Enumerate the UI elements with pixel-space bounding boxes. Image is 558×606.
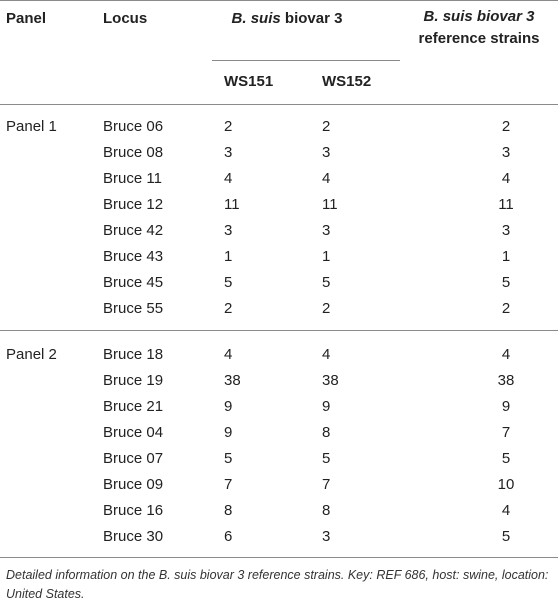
table-cell-ws152: 38 <box>322 372 339 389</box>
table-cell-ref: 7 <box>501 424 511 441</box>
table-cell-ws152: 5 <box>322 450 331 467</box>
header-group-rest: biovar 3 <box>280 10 343 27</box>
table-cell-locus: Bruce 45 <box>103 274 164 291</box>
table-cell-ref: 11 <box>498 196 514 213</box>
table-cell-ws151: 7 <box>224 476 233 493</box>
table-cell-ref: 3 <box>501 222 511 239</box>
header-ws151: WS151 <box>224 73 274 90</box>
table-cell-ws151: 2 <box>224 300 233 317</box>
header-ws152: WS152 <box>322 73 372 90</box>
table-cell-ws151: 5 <box>224 450 233 467</box>
table-cell-ws151: 2 <box>224 118 233 135</box>
header-ref-rest: biovar 3 <box>472 8 535 25</box>
table-cell-ws151: 3 <box>224 222 233 239</box>
table-cell-ws151: 3 <box>224 144 233 161</box>
header-ref-italic: B. suis <box>423 8 473 25</box>
table-cell-ref: 2 <box>501 300 511 317</box>
table-cell-ws152: 4 <box>322 170 331 187</box>
table-cell-locus: Bruce 21 <box>103 398 164 415</box>
table-cell-ws151: 5 <box>224 274 233 291</box>
table-cell-locus: Bruce 04 <box>103 424 164 441</box>
table-cell-ws151: 11 <box>224 196 240 213</box>
table-cell-locus: Bruce 18 <box>103 346 164 363</box>
header-panel: Panel <box>6 10 47 27</box>
table-cell-ws151: 1 <box>224 248 233 265</box>
table-cell-ref: 38 <box>497 372 515 389</box>
table-cell-locus: Bruce 42 <box>103 222 164 239</box>
table-cell-ws151: 9 <box>224 424 233 441</box>
table-cell-locus: Bruce 30 <box>103 528 164 545</box>
header-bottom-rule <box>0 104 558 105</box>
table-cell-ref: 4 <box>501 170 511 187</box>
table-cell-ref: 1 <box>501 248 511 265</box>
header-group-bsuis <box>222 10 352 28</box>
table-cell-ws152: 2 <box>322 118 331 135</box>
table-cell-ws152: 8 <box>322 424 331 441</box>
table-cell-ref: 10 <box>497 476 515 493</box>
table-cell-ws152: 8 <box>322 502 331 519</box>
table-cell-ws152: 4 <box>322 346 331 363</box>
table-cell-ws151: 8 <box>224 502 233 519</box>
table-cell-ws152: 11 <box>322 196 338 213</box>
table-cell-ws151: 6 <box>224 528 233 545</box>
table-cell-ws152: 5 <box>322 274 331 291</box>
header-ref-line2: reference strains <box>418 30 540 47</box>
table-cell-ws151: 38 <box>224 372 241 389</box>
table-cell-locus: Bruce 12 <box>103 196 164 213</box>
table-cell-locus: Bruce 07 <box>103 450 164 467</box>
table-cell-ws152: 2 <box>322 300 331 317</box>
table-cell-ref: 2 <box>501 118 511 135</box>
table-cell-locus: Bruce 09 <box>103 476 164 493</box>
header-locus: Locus <box>103 10 148 27</box>
header-group-rule <box>212 60 400 61</box>
table-cell-ref: 9 <box>501 398 511 415</box>
table-footnote: Detailed information on the B. suis biovar 3 reference strains. Key: REF 686, host: swine, location: United States. <box>6 568 549 601</box>
table-cell-locus: Bruce 16 <box>103 502 164 519</box>
table-cell-ws152: 7 <box>322 476 331 493</box>
table-bottom-rule <box>0 557 558 558</box>
table-cell-locus: Bruce 55 <box>103 300 164 317</box>
table-cell-ref: 5 <box>501 274 511 291</box>
table-cell-ws152: 3 <box>322 222 331 239</box>
table-cell-ws151: 4 <box>224 170 233 187</box>
table-cell-ref: 3 <box>501 144 511 161</box>
table-top-rule <box>0 0 558 1</box>
table-cell-ref: 5 <box>501 450 511 467</box>
table-cell-locus: Bruce 43 <box>103 248 164 265</box>
table-cell-ref: 4 <box>501 502 511 519</box>
panel-label: Panel 2 <box>6 346 57 363</box>
panel-separator-rule <box>0 330 558 331</box>
table-cell-ref: 5 <box>501 528 511 545</box>
table-cell-ws152: 9 <box>322 398 331 415</box>
header-reference-strains <box>400 6 558 50</box>
table-cell-ws152: 3 <box>322 144 331 161</box>
table-cell-ref: 4 <box>501 346 511 363</box>
table-cell-ws152: 1 <box>322 248 331 265</box>
table-cell-ws152: 3 <box>322 528 331 545</box>
table-cell-locus: Bruce 06 <box>103 118 164 135</box>
table-cell-ws151: 9 <box>224 398 233 415</box>
header-group-italic: B. suis <box>231 10 281 27</box>
table-cell-locus: Bruce 08 <box>103 144 164 161</box>
panel-label: Panel 1 <box>6 118 57 135</box>
table-cell-locus: Bruce 11 <box>103 170 162 187</box>
table-cell-ws151: 4 <box>224 346 233 363</box>
table-cell-locus: Bruce 19 <box>103 372 164 389</box>
